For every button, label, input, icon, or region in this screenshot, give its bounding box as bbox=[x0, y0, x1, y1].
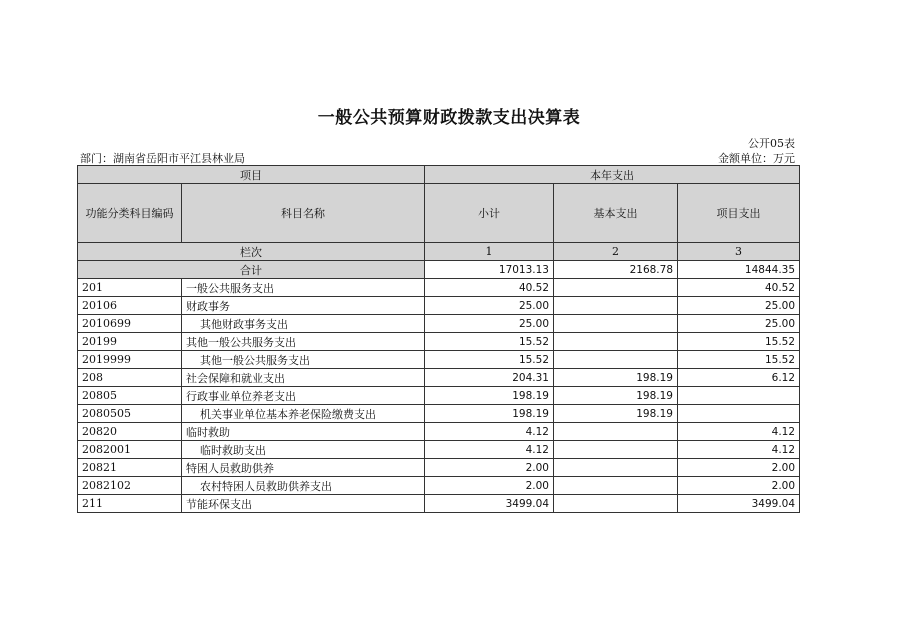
row-code: 2019999 bbox=[78, 351, 182, 369]
total-label: 合计 bbox=[78, 261, 425, 279]
row-basic bbox=[554, 477, 678, 495]
row-project bbox=[678, 405, 800, 423]
column-number-1: 1 bbox=[425, 243, 554, 261]
row-subtotal: 198.19 bbox=[425, 387, 554, 405]
row-project bbox=[678, 387, 800, 405]
row-project: 6.12 bbox=[678, 369, 800, 387]
header-current-year: 本年支出 bbox=[425, 166, 800, 184]
row-name: 节能环保支出 bbox=[182, 495, 425, 513]
row-code: 211 bbox=[78, 495, 182, 513]
table-row bbox=[78, 351, 800, 369]
row-name: 其他财政事务支出 bbox=[182, 315, 425, 333]
row-name: 一般公共服务支出 bbox=[182, 279, 425, 297]
row-basic: 198.19 bbox=[554, 405, 678, 423]
row-basic bbox=[554, 441, 678, 459]
row-code: 201 bbox=[78, 279, 182, 297]
department-label: 部门：湖南省岳阳市平江县林业局 bbox=[80, 152, 245, 165]
row-project: 3499.04 bbox=[678, 495, 800, 513]
header-project-expenditure: 项目支出 bbox=[678, 184, 800, 243]
row-subtotal: 4.12 bbox=[425, 423, 554, 441]
row-subtotal: 25.00 bbox=[425, 297, 554, 315]
total-row bbox=[78, 261, 800, 279]
table-row bbox=[78, 441, 800, 459]
header-basic: 基本支出 bbox=[554, 184, 678, 243]
table-row bbox=[78, 477, 800, 495]
row-code: 2010699 bbox=[78, 315, 182, 333]
expenditure-table bbox=[77, 165, 800, 513]
table-row bbox=[78, 423, 800, 441]
row-subtotal: 4.12 bbox=[425, 441, 554, 459]
row-subtotal: 15.52 bbox=[425, 351, 554, 369]
table-row bbox=[78, 459, 800, 477]
row-project: 40.52 bbox=[678, 279, 800, 297]
row-basic: 198.19 bbox=[554, 387, 678, 405]
row-code: 208 bbox=[78, 369, 182, 387]
row-basic bbox=[554, 459, 678, 477]
row-code: 2082001 bbox=[78, 441, 182, 459]
row-code: 2082102 bbox=[78, 477, 182, 495]
total-subtotal: 17013.13 bbox=[425, 261, 554, 279]
row-basic: 198.19 bbox=[554, 369, 678, 387]
row-subtotal: 25.00 bbox=[425, 315, 554, 333]
table-row bbox=[78, 387, 800, 405]
column-number-label: 栏次 bbox=[78, 243, 425, 261]
unit-label: 金额单位：万元 bbox=[718, 152, 795, 165]
row-project: 15.52 bbox=[678, 351, 800, 369]
row-code: 2080505 bbox=[78, 405, 182, 423]
row-code: 20106 bbox=[78, 297, 182, 315]
table-row bbox=[78, 279, 800, 297]
row-basic bbox=[554, 297, 678, 315]
header-subtotal: 小计 bbox=[425, 184, 554, 243]
row-basic bbox=[554, 423, 678, 441]
table-row bbox=[78, 495, 800, 513]
row-code: 20820 bbox=[78, 423, 182, 441]
row-code: 20821 bbox=[78, 459, 182, 477]
row-basic bbox=[554, 333, 678, 351]
row-basic bbox=[554, 279, 678, 297]
header-project: 项目 bbox=[78, 166, 425, 184]
form-number: 公开05表 bbox=[748, 137, 795, 150]
row-name: 行政事业单位养老支出 bbox=[182, 387, 425, 405]
row-basic bbox=[554, 315, 678, 333]
row-name: 其他一般公共服务支出 bbox=[182, 333, 425, 351]
row-project: 2.00 bbox=[678, 477, 800, 495]
table-row bbox=[78, 369, 800, 387]
total-basic: 2168.78 bbox=[554, 261, 678, 279]
table-row bbox=[78, 333, 800, 351]
row-name: 其他一般公共服务支出 bbox=[182, 351, 425, 369]
row-project: 25.00 bbox=[678, 315, 800, 333]
row-subtotal: 204.31 bbox=[425, 369, 554, 387]
row-subtotal: 198.19 bbox=[425, 405, 554, 423]
row-subtotal: 40.52 bbox=[425, 279, 554, 297]
table-row bbox=[78, 315, 800, 333]
row-name: 特困人员救助供养 bbox=[182, 459, 425, 477]
row-project: 4.12 bbox=[678, 441, 800, 459]
row-name: 临时救助支出 bbox=[182, 441, 425, 459]
header-code: 功能分类科目编码 bbox=[78, 184, 182, 243]
row-code: 20805 bbox=[78, 387, 182, 405]
table-row bbox=[78, 405, 800, 423]
row-project: 4.12 bbox=[678, 423, 800, 441]
page-title: 一般公共预算财政拨款支出决算表 bbox=[317, 108, 581, 128]
header-name: 科目名称 bbox=[182, 184, 425, 243]
row-name: 财政事务 bbox=[182, 297, 425, 315]
row-name: 社会保障和就业支出 bbox=[182, 369, 425, 387]
row-basic bbox=[554, 351, 678, 369]
row-basic bbox=[554, 495, 678, 513]
table-row bbox=[78, 297, 800, 315]
row-name: 农村特困人员救助供养支出 bbox=[182, 477, 425, 495]
row-code: 20199 bbox=[78, 333, 182, 351]
row-name: 临时救助 bbox=[182, 423, 425, 441]
row-subtotal: 3499.04 bbox=[425, 495, 554, 513]
total-project: 14844.35 bbox=[678, 261, 800, 279]
column-number-3: 3 bbox=[678, 243, 800, 261]
row-name: 机关事业单位基本养老保险缴费支出 bbox=[182, 405, 425, 423]
row-project: 2.00 bbox=[678, 459, 800, 477]
row-subtotal: 2.00 bbox=[425, 477, 554, 495]
column-number-2: 2 bbox=[554, 243, 678, 261]
row-subtotal: 2.00 bbox=[425, 459, 554, 477]
row-subtotal: 15.52 bbox=[425, 333, 554, 351]
row-project: 25.00 bbox=[678, 297, 800, 315]
row-project: 15.52 bbox=[678, 333, 800, 351]
